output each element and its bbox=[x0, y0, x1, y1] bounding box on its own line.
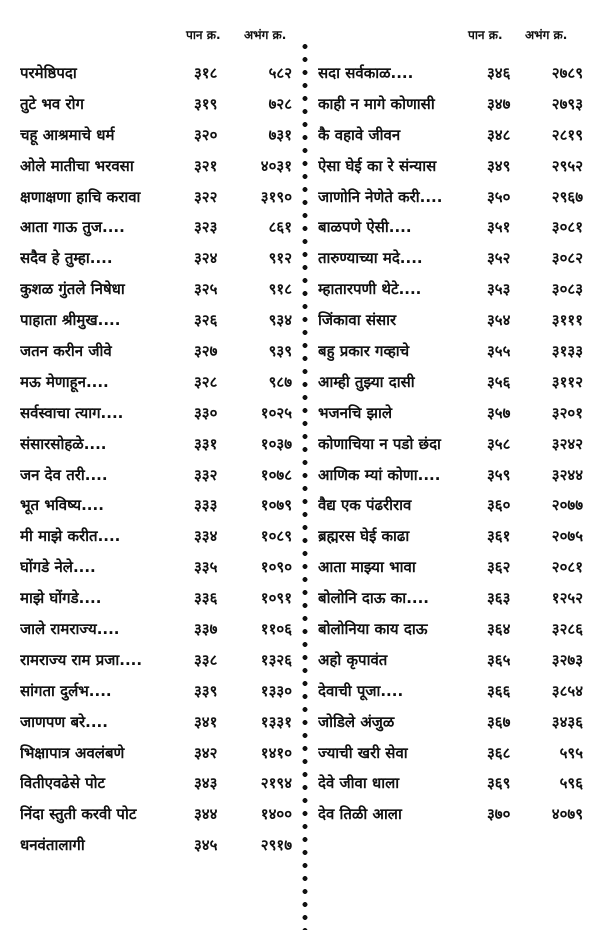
entry-page-number: ३२८ bbox=[194, 372, 218, 391]
entry-page-number: ३४२ bbox=[194, 743, 218, 762]
entry-abhang-number: १०९१ bbox=[260, 589, 292, 608]
entry-title: चहू आश्रमाचे धर्म bbox=[20, 125, 115, 144]
entry-abhang-number: १०३७ bbox=[260, 434, 292, 453]
entry-abhang-number: ३२७३ bbox=[551, 650, 583, 669]
entry-abhang-number: ९८७ bbox=[268, 372, 292, 391]
entry-page-number: ३३४ bbox=[194, 527, 218, 546]
index-entry bbox=[310, 676, 600, 707]
entry-abhang-number: १०७८ bbox=[260, 465, 292, 484]
entry-title: जन देव तरी.... bbox=[20, 465, 108, 484]
entry-title: सांगता दुर्लभ.... bbox=[20, 681, 112, 700]
entry-page-number: ३६९ bbox=[487, 774, 511, 793]
entry-page-number: ३४८ bbox=[487, 125, 511, 144]
entry-page-number: ३६० bbox=[487, 496, 511, 515]
entry-title: बाळपणे ऐसी.... bbox=[318, 218, 412, 237]
entry-abhang-number: ७३१ bbox=[268, 125, 292, 144]
entry-abhang-number: ३०८२ bbox=[551, 249, 583, 268]
index-entry bbox=[310, 212, 600, 243]
index-entry bbox=[0, 521, 300, 552]
entry-abhang-number: १०९० bbox=[260, 558, 292, 577]
right-entries bbox=[310, 58, 600, 830]
index-entry bbox=[310, 58, 600, 89]
entry-title: मऊ मेणाहून.... bbox=[20, 372, 109, 391]
entry-abhang-number: ३१११ bbox=[551, 311, 583, 330]
index-entry bbox=[0, 120, 300, 151]
entry-abhang-number: ३०८३ bbox=[551, 280, 583, 299]
entry-page-number: ३३९ bbox=[194, 681, 218, 700]
entry-page-number: ३२७ bbox=[194, 342, 218, 361]
entry-abhang-number: २१९४ bbox=[260, 774, 292, 793]
index-entry bbox=[310, 336, 600, 367]
entry-title: संसारसोहळे.... bbox=[20, 434, 107, 453]
entry-title: माझे घोंगडे.... bbox=[20, 589, 102, 608]
entry-abhang-number: १३२६ bbox=[260, 650, 292, 669]
entry-page-number: ३६६ bbox=[487, 681, 511, 700]
entry-page-number: ३४३ bbox=[194, 774, 218, 793]
entry-abhang-number: ५९६ bbox=[559, 774, 583, 793]
entry-page-number: ३६१ bbox=[487, 527, 511, 546]
index-entry bbox=[310, 645, 600, 676]
entry-page-number: ३४६ bbox=[487, 64, 511, 82]
entry-page-number: ३४५ bbox=[194, 836, 218, 855]
entry-abhang-number: २९१७ bbox=[260, 836, 292, 855]
index-entry bbox=[310, 490, 600, 521]
entry-abhang-number: २०७५ bbox=[551, 527, 583, 546]
entry-page-number: ३२३ bbox=[194, 218, 218, 237]
entry-page-number: ३२२ bbox=[194, 187, 218, 206]
entry-title: देवे जीवा धाला bbox=[318, 774, 400, 793]
entry-page-number: ३३२ bbox=[194, 465, 218, 484]
entry-title: निंदा स्तुती करवी पोट bbox=[20, 805, 137, 824]
entry-abhang-number: ८६१ bbox=[268, 218, 292, 237]
entry-abhang-number: ४०३१ bbox=[260, 156, 292, 175]
entry-abhang-number: ९३४ bbox=[268, 311, 292, 330]
entry-page-number: ३५२ bbox=[487, 249, 511, 268]
entry-title: आता माझ्या भावा bbox=[318, 558, 416, 577]
entry-abhang-number: ३०८१ bbox=[551, 218, 583, 237]
entry-title: मी माझे करीत.... bbox=[20, 527, 121, 546]
entry-title: बहु प्रकार गव्हाचे bbox=[318, 342, 410, 361]
entry-page-number: ३६८ bbox=[487, 743, 511, 762]
entry-abhang-number: २९६७ bbox=[551, 187, 583, 206]
index-entry bbox=[0, 151, 300, 182]
index-entry bbox=[0, 707, 300, 738]
entry-abhang-number: १३३० bbox=[260, 681, 292, 700]
entry-abhang-number: ३२८६ bbox=[551, 620, 583, 639]
entry-title: जाणपण बरे.... bbox=[20, 712, 108, 731]
entry-title: परमेष्ठिपदा bbox=[20, 64, 77, 82]
entry-title: आम्ही तुझ्या दासी bbox=[318, 372, 415, 391]
entry-abhang-number: १०२५ bbox=[260, 403, 292, 422]
dotted-column-divider bbox=[300, 40, 310, 930]
entry-abhang-number: ९३९ bbox=[268, 342, 292, 361]
index-entry bbox=[310, 799, 600, 830]
entry-page-number: ३४४ bbox=[194, 805, 218, 824]
entry-title: जाले रामराज्य.... bbox=[20, 620, 120, 639]
entry-page-number: ३३५ bbox=[194, 558, 218, 577]
entry-abhang-number: ७२८ bbox=[268, 94, 292, 113]
entry-title: सर्वस्वाचा त्याग.... bbox=[20, 403, 124, 422]
entry-abhang-number: ३२४२ bbox=[551, 434, 583, 453]
index-entry bbox=[310, 707, 600, 738]
entry-title: बोलोनिया काय दाऊ bbox=[318, 620, 428, 639]
left-entries bbox=[0, 58, 300, 861]
entry-title: वैद्य एक पंढरीराव bbox=[318, 496, 412, 515]
entry-page-number: ३५७ bbox=[487, 403, 511, 422]
entry-page-number: ३६२ bbox=[487, 558, 511, 577]
entry-title: पाहाता श्रीमुख.... bbox=[20, 311, 121, 330]
entry-title: भूत भविष्य.... bbox=[20, 496, 104, 515]
entry-page-number: ३६३ bbox=[487, 589, 511, 608]
entry-page-number: ३७० bbox=[487, 805, 511, 824]
index-entry bbox=[0, 583, 300, 614]
index-entry bbox=[0, 212, 300, 243]
entry-abhang-number: ४०७९ bbox=[551, 805, 583, 824]
entry-abhang-number: २७९३ bbox=[551, 94, 583, 113]
entry-abhang-number: ३२०१ bbox=[551, 403, 583, 422]
index-entry bbox=[0, 614, 300, 645]
entry-abhang-number: १३३१ bbox=[260, 712, 292, 731]
entry-page-number: ३५६ bbox=[487, 372, 511, 391]
entry-page-number: ३१९ bbox=[194, 94, 218, 113]
entry-abhang-number: ३११२ bbox=[551, 372, 583, 391]
index-entry bbox=[0, 367, 300, 398]
entry-title: कै वहावे जीवन bbox=[318, 125, 401, 144]
entry-abhang-number: २०७७ bbox=[551, 496, 583, 515]
index-entry bbox=[310, 398, 600, 429]
entry-page-number: ३६५ bbox=[487, 650, 511, 669]
index-entry bbox=[0, 274, 300, 305]
index-entry bbox=[310, 243, 600, 274]
entry-title: धनवंतालागी bbox=[20, 836, 85, 855]
entry-title: ज्याची खरी सेवा bbox=[318, 743, 408, 762]
index-entry bbox=[0, 398, 300, 429]
entry-title: ऐसा घेई का रे संन्यास bbox=[318, 156, 437, 175]
entry-title: तुटे भव रोग bbox=[20, 94, 84, 113]
index-entry bbox=[310, 738, 600, 769]
index-entry bbox=[0, 429, 300, 460]
entry-title: रामराज्य राम प्रजा.... bbox=[20, 650, 143, 669]
entry-page-number: ३३८ bbox=[194, 650, 218, 669]
index-entry bbox=[310, 614, 600, 645]
entry-page-number: ३२१ bbox=[194, 156, 218, 175]
entry-title: म्हातारपणी थेटे.... bbox=[318, 280, 422, 299]
entry-title: देवाची पूजा.... bbox=[318, 681, 404, 700]
entry-page-number: ३५३ bbox=[487, 280, 511, 299]
entry-title: ब्रह्मरस घेई काढा bbox=[318, 527, 410, 546]
entry-abhang-number: ३१९० bbox=[260, 187, 292, 206]
index-entry bbox=[0, 552, 300, 583]
entry-abhang-number: ३४३६ bbox=[551, 712, 583, 731]
entry-title: देव तिळी आला bbox=[318, 805, 402, 824]
index-entry bbox=[310, 367, 600, 398]
entry-page-number: ३३३ bbox=[194, 496, 218, 515]
index-entry bbox=[310, 151, 600, 182]
index-entry bbox=[310, 429, 600, 460]
index-entry bbox=[0, 243, 300, 274]
entry-abhang-number: ३२४४ bbox=[551, 465, 583, 484]
entry-page-number: ३२४ bbox=[194, 249, 218, 268]
index-entry bbox=[0, 58, 300, 89]
entry-page-number: ३४१ bbox=[194, 712, 218, 731]
index-entry bbox=[310, 274, 600, 305]
index-entry bbox=[0, 305, 300, 336]
index-entry bbox=[310, 120, 600, 151]
index-entry bbox=[310, 89, 600, 120]
entry-abhang-number: २९५२ bbox=[551, 156, 583, 175]
entry-page-number: ३५० bbox=[487, 187, 511, 206]
entry-page-number: ३३७ bbox=[194, 620, 218, 639]
entry-title: कोणाचिया न पडो छंदा bbox=[318, 434, 441, 453]
index-entry bbox=[0, 182, 300, 213]
index-entry bbox=[310, 583, 600, 614]
index-entry bbox=[0, 676, 300, 707]
entry-title: जिंकावा संसार bbox=[318, 311, 397, 330]
entry-title: ओले मातीचा भरवसा bbox=[20, 156, 134, 175]
entry-abhang-number: १२५२ bbox=[551, 589, 583, 608]
entry-page-number: ३५८ bbox=[487, 434, 511, 453]
index-entry bbox=[310, 768, 600, 799]
entry-abhang-number: ३८५४ bbox=[551, 681, 583, 700]
entry-page-number: ३६४ bbox=[487, 620, 511, 639]
index-entry bbox=[310, 182, 600, 213]
entry-abhang-number: ५९५ bbox=[559, 743, 583, 762]
entry-page-number: ३५९ bbox=[487, 465, 511, 484]
entry-title: जतन करीन जीवे bbox=[20, 342, 112, 361]
entry-page-number: ३३६ bbox=[194, 589, 218, 608]
entry-page-number: ३५१ bbox=[487, 218, 511, 237]
entry-page-number: ३१८ bbox=[194, 64, 218, 82]
index-entry bbox=[310, 305, 600, 336]
entry-title: काही न मागे कोणासी bbox=[318, 94, 435, 113]
entry-abhang-number: १०८९ bbox=[260, 527, 292, 546]
entry-page-number: ३४७ bbox=[487, 94, 511, 113]
index-entry bbox=[310, 521, 600, 552]
entry-title: भिक्षापात्र अवलंबणे bbox=[20, 743, 125, 762]
entry-title: सदा सर्वकाळ.... bbox=[318, 64, 414, 82]
entry-title: बोलोनि दाऊ का.... bbox=[318, 589, 429, 608]
entry-title: अहो कृपावंत bbox=[318, 650, 388, 669]
index-entry bbox=[0, 738, 300, 769]
page-number-header: पान क्र. bbox=[186, 28, 221, 42]
index-entry bbox=[0, 830, 300, 861]
entry-abhang-number: १०७९ bbox=[260, 496, 292, 515]
entry-page-number: ३२० bbox=[194, 125, 218, 144]
entry-title: घोंगडे नेले.... bbox=[20, 558, 96, 577]
entry-page-number: ३३० bbox=[194, 403, 218, 422]
entry-page-number: ३४९ bbox=[487, 156, 511, 175]
entry-abhang-number: २०८१ bbox=[551, 558, 583, 577]
entry-title: कुशळ गुंतले निषेधा bbox=[20, 280, 125, 299]
entry-title: जोडिले अंजुळ bbox=[318, 712, 395, 731]
index-entry bbox=[0, 490, 300, 521]
entry-title: तारुण्याच्या मदे.... bbox=[318, 249, 423, 268]
entry-title: आता गाऊ तुज.... bbox=[20, 218, 125, 237]
index-entry bbox=[0, 645, 300, 676]
entry-title: वितीएवढेसे पोट bbox=[20, 774, 106, 793]
index-entry bbox=[0, 768, 300, 799]
entry-title: क्षणाक्षणा हाचि करावा bbox=[20, 187, 141, 206]
entry-page-number: ३६७ bbox=[487, 712, 511, 731]
entry-abhang-number: १४०० bbox=[260, 805, 292, 824]
entry-abhang-number: ९१८ bbox=[268, 280, 292, 299]
entry-abhang-number: २७८९ bbox=[551, 64, 583, 82]
entry-page-number: ३२६ bbox=[194, 311, 218, 330]
entry-page-number: ३५५ bbox=[487, 342, 511, 361]
entry-page-number: ३२५ bbox=[194, 280, 218, 299]
entry-title: जाणोनि नेणेते करी.... bbox=[318, 187, 443, 206]
index-entry bbox=[310, 460, 600, 491]
entry-abhang-number: ९१२ bbox=[268, 249, 292, 268]
index-entry bbox=[310, 552, 600, 583]
entry-abhang-number: ३१३३ bbox=[551, 342, 583, 361]
entry-page-number: ३३१ bbox=[194, 434, 218, 453]
entry-abhang-number: ५८२ bbox=[268, 64, 292, 82]
abhang-number-header: अभंग क्र. bbox=[525, 28, 568, 42]
abhang-number-header: अभंग क्र. bbox=[244, 28, 287, 42]
entry-abhang-number: २८१९ bbox=[551, 125, 583, 144]
index-entry bbox=[0, 89, 300, 120]
entry-abhang-number: १४१० bbox=[260, 743, 292, 762]
index-entry bbox=[0, 460, 300, 491]
index-entry bbox=[0, 336, 300, 367]
entry-title: आणिक म्यां कोणा.... bbox=[318, 465, 441, 484]
entry-abhang-number: ११०६ bbox=[260, 620, 292, 639]
page-number-header: पान क्र. bbox=[468, 28, 503, 42]
entry-title: सदैव हे तुम्हा.... bbox=[20, 249, 113, 268]
entry-page-number: ३५४ bbox=[487, 311, 511, 330]
index-entry bbox=[0, 799, 300, 830]
entry-title: भजनचि झाले bbox=[318, 403, 393, 422]
